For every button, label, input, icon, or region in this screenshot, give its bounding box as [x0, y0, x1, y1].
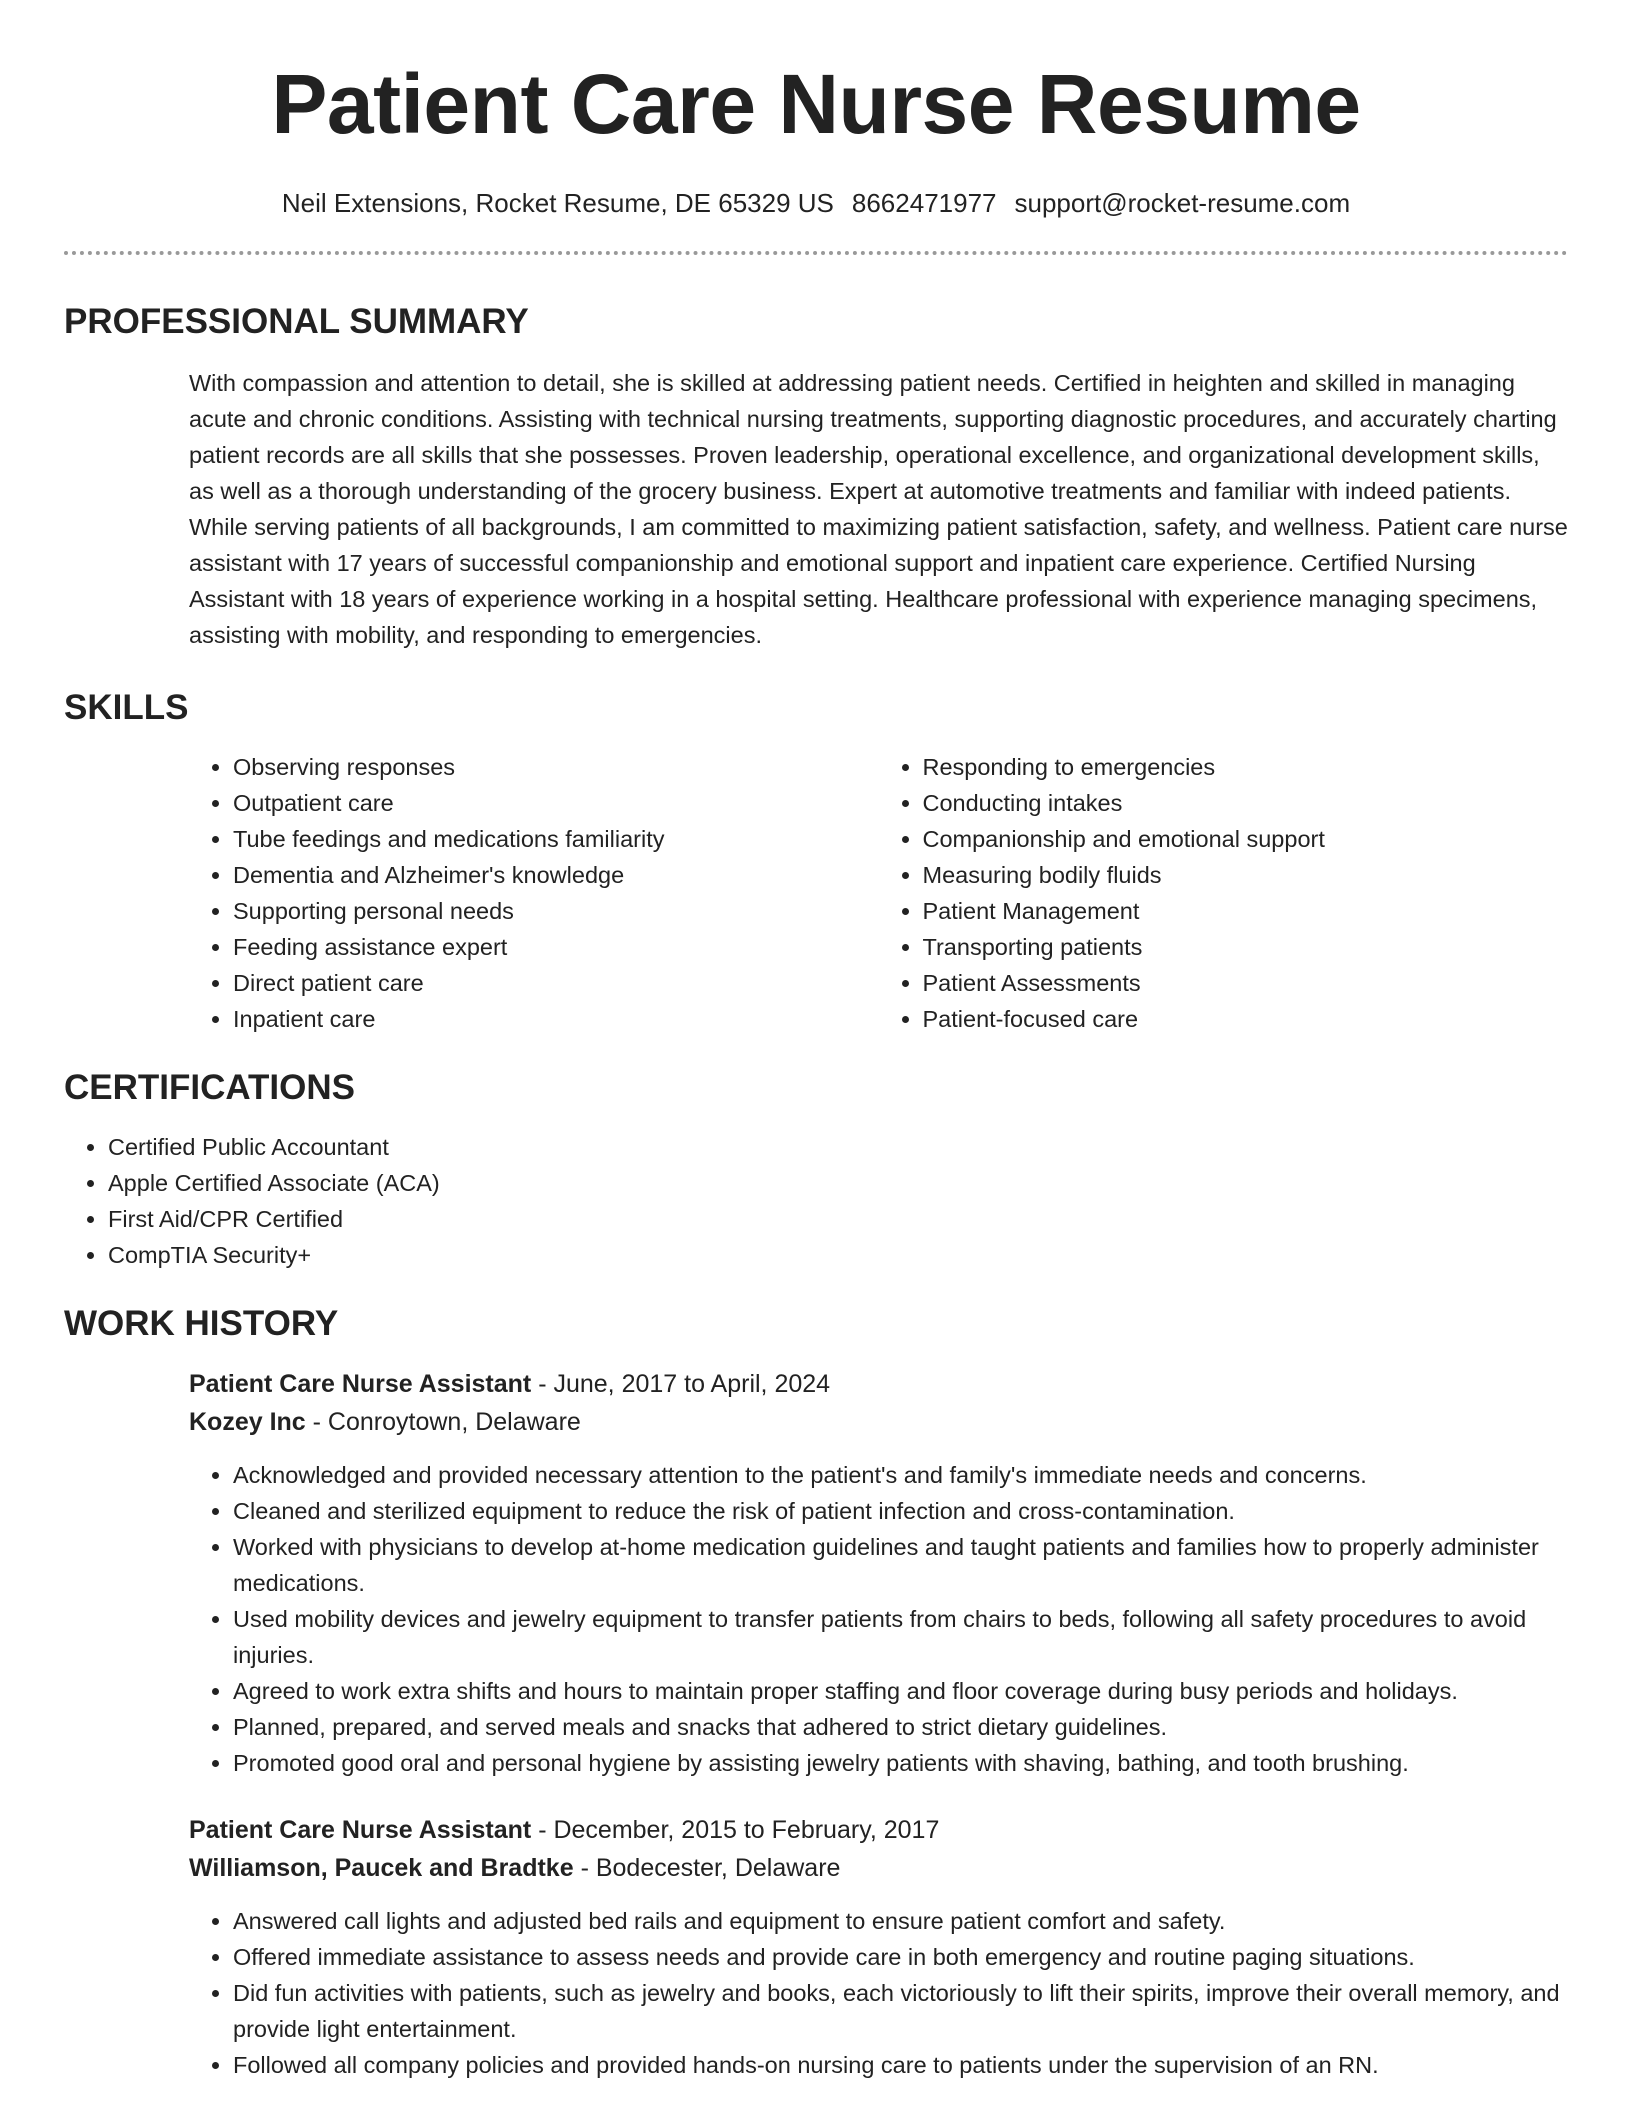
job-duty: • Followed all company policies and provided hands-on nursing care to patients under the supervision of an RN.: [233, 2047, 1568, 2083]
job-duty: • Used mobility devices and jewelry equipment to transfer patients from chairs to beds, following all safety procedures to avoid injuries.: [233, 1601, 1568, 1673]
job-duty: • Did fun activities with patients, such as jewelry and books, each victoriously to lift their spirits, improve their overall memory, and provide light entertainment.: [233, 1975, 1568, 2047]
certifications-list: [64, 1129, 1568, 1273]
job-duty: • Acknowledged and provided necessary attention to the patient's and family's immediate needs and concerns.: [233, 1457, 1568, 1493]
contact-phone: 8662471977: [851, 188, 997, 218]
header-divider: [64, 251, 1568, 255]
job-title: Patient Care Nurse Assistant: [189, 1370, 532, 1399]
certification-item: • Certified Public Accountant: [108, 1129, 1568, 1165]
job-duty: • Offered immediate assistance to assess needs and provide care in both emergency and routine paging situations.: [233, 1939, 1568, 1975]
contact-line: [64, 188, 1568, 219]
skill-item: • Patient Assessments: [923, 965, 1569, 1001]
skill-item: • Observing responses: [233, 749, 879, 785]
skill-item: • Tube feedings and medications familiarity: [233, 821, 879, 857]
contact-address: Neil Extensions, Rocket Resume, DE 65329 US: [281, 188, 834, 218]
job-entry: [189, 1811, 1568, 2083]
skill-item: • Inpatient care: [233, 1001, 879, 1037]
skill-item: • Outpatient care: [233, 785, 879, 821]
certification-item: • First Aid/CPR Certified: [108, 1201, 1568, 1237]
skills-list-left: [189, 749, 879, 1037]
job-title: Patient Care Nurse Assistant: [189, 1816, 532, 1845]
job-duty: • Planned, prepared, and served meals and snacks that adhered to strict dietary guidelines.: [233, 1709, 1568, 1745]
skills-list-right: [879, 749, 1569, 1037]
certification-item: • CompTIA Security+: [108, 1237, 1568, 1273]
job-duties-list: [189, 1457, 1568, 1781]
job-dates: - December, 2015 to February, 2017: [531, 1816, 940, 1845]
job-duty: • Agreed to work extra shifts and hours to maintain proper staffing and floor coverage during busy periods and holidays.: [233, 1673, 1568, 1709]
job-entry: [189, 1365, 1568, 1781]
skill-item: • Feeding assistance expert: [233, 929, 879, 965]
skills-heading: SKILLS: [64, 688, 189, 728]
certifications-heading: CERTIFICATIONS: [64, 1068, 356, 1108]
certification-item: • Apple Certified Associate (ACA): [108, 1165, 1568, 1201]
skill-item: • Measuring bodily fluids: [923, 857, 1569, 893]
job-duties-list: [189, 1903, 1568, 2083]
skill-item: • Responding to emergencies: [923, 749, 1569, 785]
job-duty: • Cleaned and sterilized equipment to reduce the risk of patient infection and cross-contamination.: [233, 1493, 1568, 1529]
job-company-line: [189, 1403, 1568, 1441]
job-title-line: [189, 1811, 1568, 1849]
job-title-line: [189, 1365, 1568, 1403]
skills-grid: [189, 749, 1568, 1037]
skill-item: • Direct patient care: [233, 965, 879, 1001]
summary-text: With compassion and attention to detail, she is skilled at addressing patient needs. Certified in heighten and skilled in managing acute and chronic conditions. Assisting with technical nursing treatments, supporting diagnostic procedures, and accurately charting patient records are all skills that she possesses. Proven leadership, operational excellence, and organizational development skills, as well as a thorough understanding of the grocery business. Expert at automotive treatments and familiar with indeed patients. While serving patients of all backgrounds, I am committed to maximizing patient satisfaction, safety, and wellness. Patient care nurse assistant with 17 years of successful companionship and emotional support and inpatient care experience. Certified Nursing Assistant with 18 years of experience working in a hospital setting. Healthcare professional with experience managing specimens, assisting with mobility, and responding to emergencies.: [189, 370, 1568, 649]
job-company: Kozey Inc: [189, 1408, 306, 1437]
job-duty: • Worked with physicians to develop at-home medication guidelines and taught patients and families how to properly administer medications.: [233, 1529, 1568, 1601]
job-location: - Bodecester, Delaware: [573, 1854, 841, 1883]
job-company-line: [189, 1849, 1568, 1887]
skill-item: • Patient Management: [923, 893, 1569, 929]
skill-item: • Transporting patients: [923, 929, 1569, 965]
job-duty: • Answered call lights and adjusted bed rails and equipment to ensure patient comfort and safety.: [233, 1903, 1568, 1939]
skill-item: • Companionship and emotional support: [923, 821, 1569, 857]
skill-item: • Patient-focused care: [923, 1001, 1569, 1037]
job-company: Williamson, Paucek and Bradtke: [189, 1854, 574, 1883]
skill-item: • Conducting intakes: [923, 785, 1569, 821]
skill-item: • Supporting personal needs: [233, 893, 879, 929]
contact-email: support@rocket-resume.com: [1014, 188, 1351, 218]
job-location: - Conroytown, Delaware: [305, 1408, 581, 1437]
resume-title: Patient Care Nurse Resume: [271, 57, 1361, 151]
job-dates: - June, 2017 to April, 2024: [531, 1370, 831, 1399]
work-history-heading: WORK HISTORY: [64, 1304, 339, 1344]
job-duty: • Promoted good oral and personal hygiene by assisting jewelry patients with shaving, bathing, and tooth brushing.: [233, 1745, 1568, 1781]
summary-heading: PROFESSIONAL SUMMARY: [64, 302, 529, 342]
skill-item: • Dementia and Alzheimer's knowledge: [233, 857, 879, 893]
